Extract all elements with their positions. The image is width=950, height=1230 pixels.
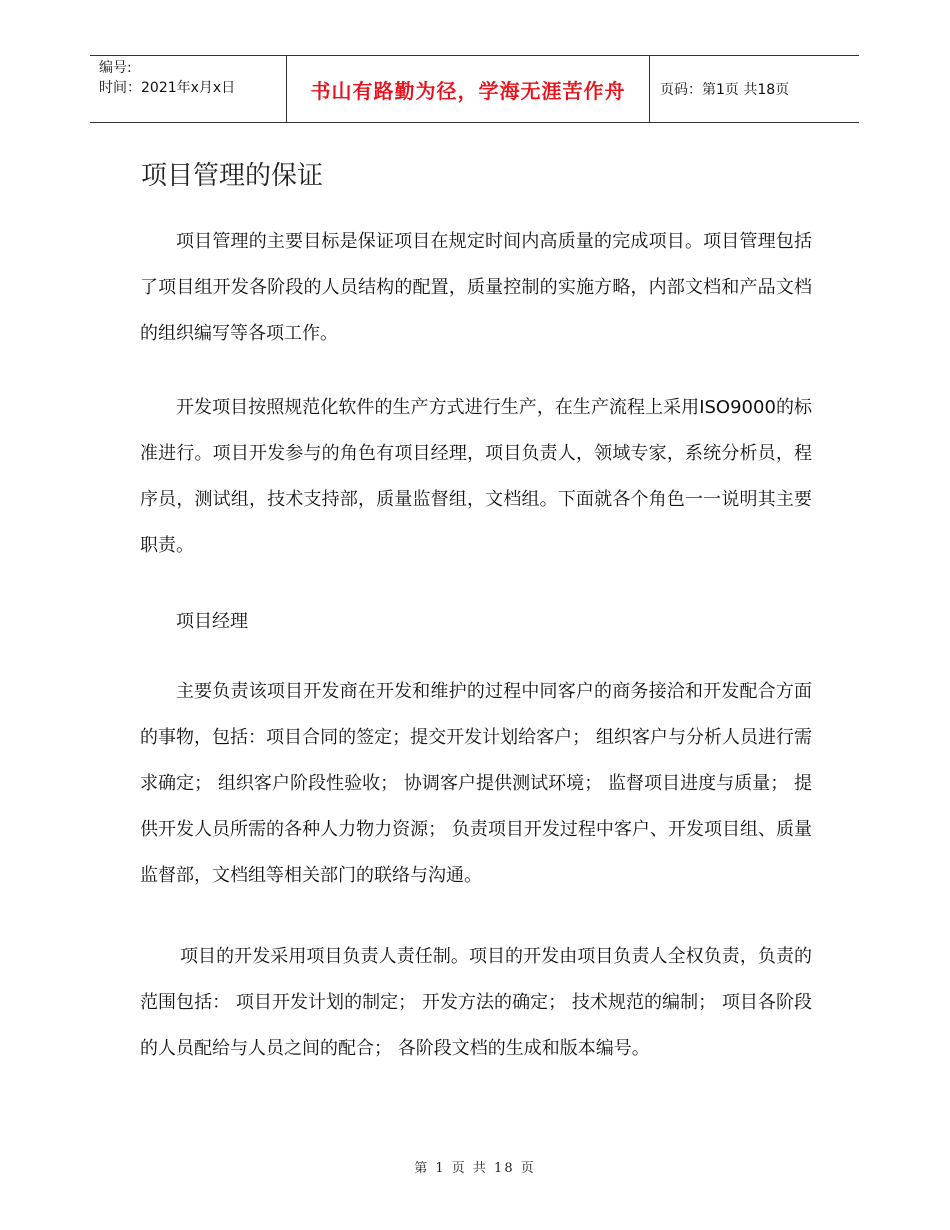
paragraph-project-manager-duties: 主要负责该项目开发商在开发和维护的过程中同客户的商务接洽和开发配合方面的事物，包括：项目合同的签定；提交开发计划给客户； 组织客户与分析人员进行需求确定； 组织客户阶段性验收； 协调客户提供测试环境； 监督项目进度与质量； 提供开发人员所需的各种人力物力资源； 负责项目开发过程中客户、开发项目组、质量监督部，文档组等相关部门的联络与沟通。 xyxy=(140,681,812,886)
header-motto-cell xyxy=(287,56,650,122)
serial-label: 编号: xyxy=(99,60,132,76)
section-heading-project-manager: 项目经理 xyxy=(176,611,248,632)
page-footer: 第 1 页 共 18 页 xyxy=(414,1161,536,1176)
page-info-text: 页码：第1页 共18页 xyxy=(660,82,790,98)
paragraph-project-lead-duties: 项目的开发采用项目负责人责任制。项目的开发由项目负责人全权负责，负责的范围包括： 项目开发计划的制定； 开发方法的确定； 技术规范的编制； 项目各阶段的人员配给与人员之间的配合； 各阶段文档的生成和版本编号。 xyxy=(140,946,812,1059)
document-title: 项目管理的保证 xyxy=(141,161,324,191)
header-page-info xyxy=(650,56,859,122)
motto-text: 书山有路勤为径，学海无涯苦作舟 xyxy=(310,78,626,103)
paragraph-roles: 开发项目按照规范化软件的生产方式进行生产，在生产流程上采用ISO9000的标准进行。项目开发参与的角色有项目经理，项目负责人，领域专家，系统分析员，程序员，测试组，技术支持部，质量监督组，文档组。下面就各个角色一一说明其主要职责。 xyxy=(140,397,812,556)
time-label: 时间：2021年x月x日 xyxy=(99,80,236,96)
paragraph-intro: 项目管理的主要目标是保证项目在规定时间内高质量的完成项目。项目管理包括了项目组开发各阶段的人员结构的配置，质量控制的实施方略，内部文档和产品文档的组织编写等各项工作。 xyxy=(140,231,812,344)
header-meta xyxy=(90,56,287,122)
page-header xyxy=(90,55,859,123)
